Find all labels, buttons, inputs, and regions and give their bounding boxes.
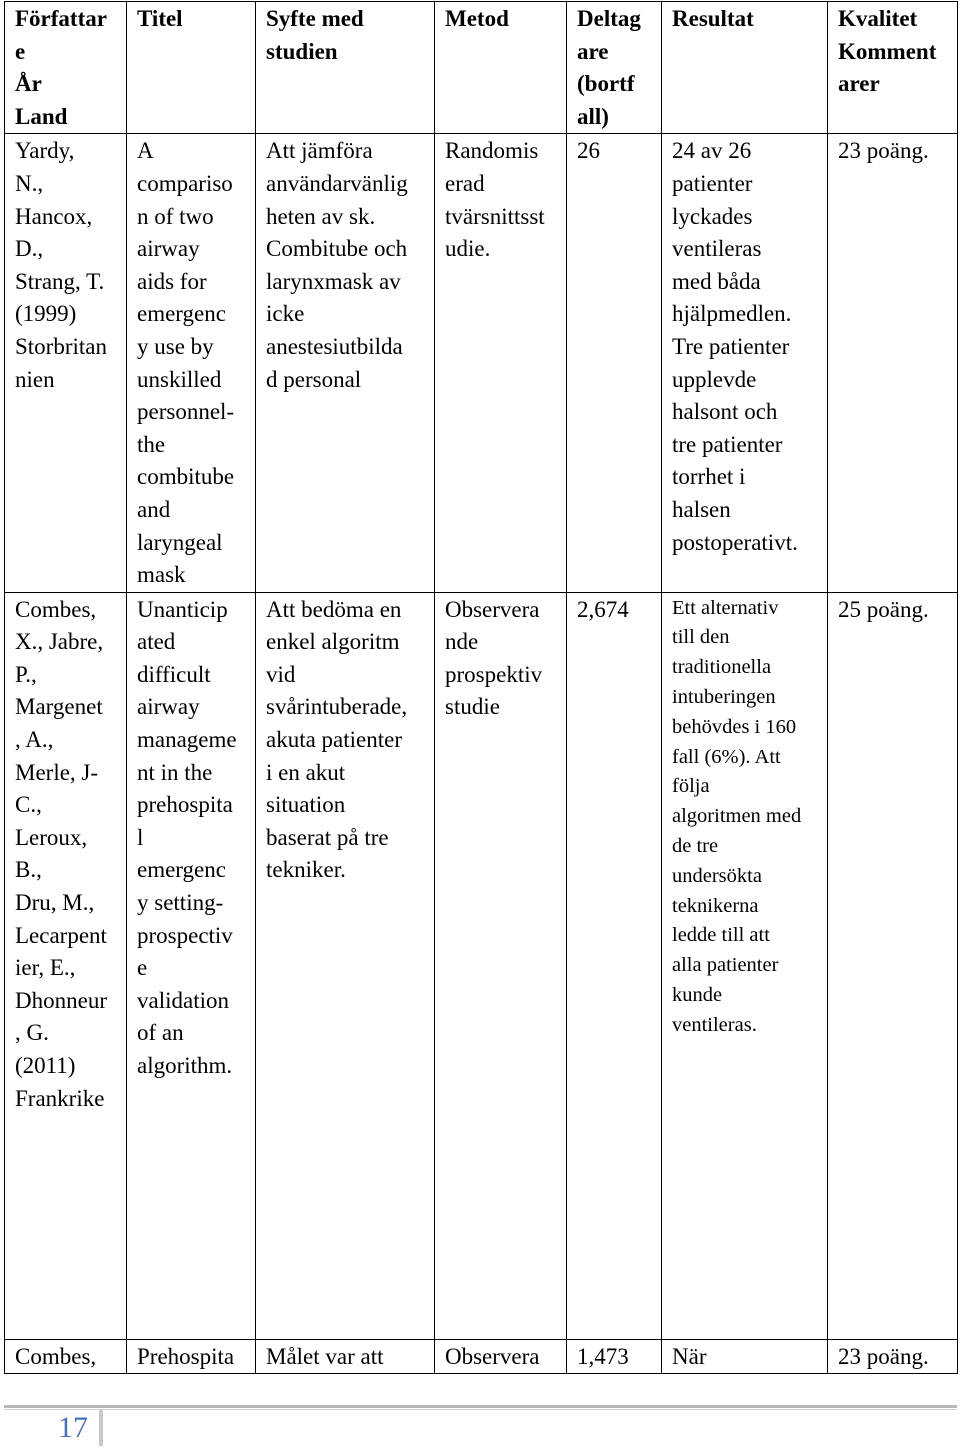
cell-author: Yardy, N., Hancox, D., Strang, T. (1999) Storbritan nien	[5, 134, 127, 592]
footer-divider	[4, 1405, 957, 1408]
header-results: Resultat	[662, 2, 828, 134]
page-number-separator	[99, 1410, 103, 1446]
header-method: Metod	[435, 2, 567, 134]
cell-aim: Målet var att	[256, 1339, 435, 1373]
header-quality: Kvalitet Komment arer	[828, 2, 958, 134]
cell-author: Combes, X., Jabre, P., Margenet , A., Merle, J- C., Leroux, B., Dru, M., Lecarpent ier, E., Dhonneur , G. (2011) Frankrike	[5, 592, 127, 1339]
cell-participants: 2,674	[567, 592, 662, 1339]
header-author-year-country: Författar e År Land	[5, 2, 127, 134]
table-header-row	[5, 2, 958, 134]
cell-participants: 1,473	[567, 1339, 662, 1373]
cell-results: När	[662, 1339, 828, 1373]
cell-method: Randomis erad tvärsnittsst udie.	[435, 134, 567, 592]
header-title: Titel	[127, 2, 256, 134]
cell-results: Ett alternativ till den traditionella intuberingen behövdes i 160 fall (6%). Att följa algoritmen med de tre undersökta teknikerna ledde till att alla patienter kunde ventileras.	[662, 592, 828, 1339]
cell-participants: 26	[567, 134, 662, 592]
cell-method: Observera	[435, 1339, 567, 1373]
cell-quality: 25 poäng.	[828, 592, 958, 1339]
header-participants: Deltag are (bortf all)	[567, 2, 662, 134]
cell-author: Combes,	[5, 1339, 127, 1373]
table-row	[5, 1339, 958, 1373]
literature-review-table	[4, 1, 958, 1374]
cell-method: Observera nde prospektiv studie	[435, 592, 567, 1339]
cell-title: A compariso n of two airway aids for emergenc y use by unskilled personnel- the combitube and laryngeal mask	[127, 134, 256, 592]
cell-aim: Att bedöma en enkel algoritm vid svårintuberade, akuta patienter i en akut situation baserat på tre tekniker.	[256, 592, 435, 1339]
cell-results: 24 av 26 patienter lyckades ventileras med båda hjälpmedlen. Tre patienter upplevde halsont och tre patienter torrhet i halsen postoperativt.	[662, 134, 828, 592]
table-row	[5, 592, 958, 1339]
cell-title: Prehospita	[127, 1339, 256, 1373]
cell-quality: 23 poäng.	[828, 134, 958, 592]
header-aim: Syfte med studien	[256, 2, 435, 134]
table-row	[5, 134, 958, 592]
cell-quality: 23 poäng.	[828, 1339, 958, 1373]
cell-aim: Att jämföra användarvänlig heten av sk. Combitube och larynxmask av icke anestesiutbilda d personal	[256, 134, 435, 592]
page-number: 17	[58, 1411, 88, 1444]
footer-divider-thin	[4, 1409, 957, 1410]
cell-title: Unanticip ated difficult airway manageme nt in the prehospita l emergenc y setting- prospectiv e validation of an algorithm.	[127, 592, 256, 1339]
